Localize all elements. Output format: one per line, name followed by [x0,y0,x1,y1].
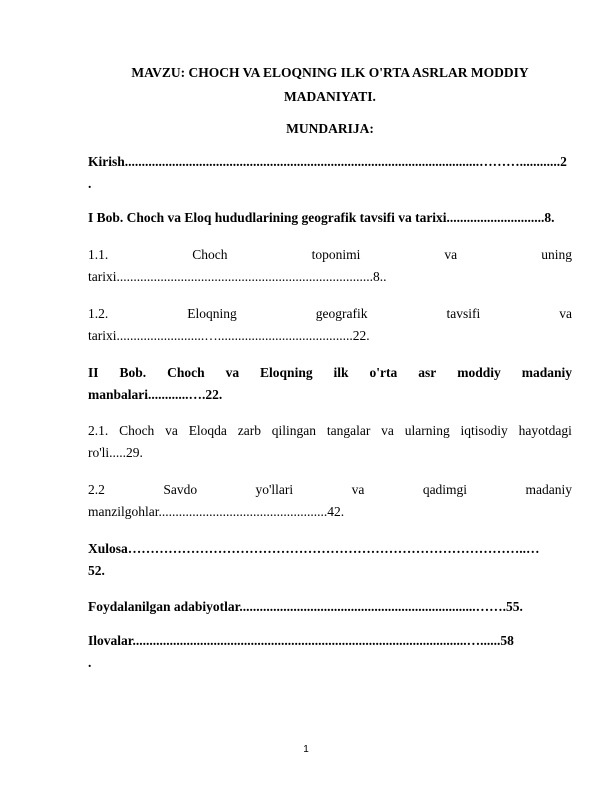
toc-word: zarb [237,423,261,438]
document-title-line1: MAVZU: CHOCH VA ELOQNING ILK O'RTA ASRLAR MODDIY [131,65,529,80]
toc-word: uning [541,247,572,262]
toc-word: tangalar [326,423,371,438]
toc-word: ilk [333,365,349,380]
toc-word: II [88,365,99,380]
toc-entry-2-2 [88,483,572,497]
page-number: 1 [303,744,309,755]
toc-word: tavsifi [446,306,481,321]
toc-word: 1.1. [88,247,109,262]
toc-word: ularning [404,423,450,438]
toc-entry-xulosa: Xulosa……………………………………………………………………………..… [88,542,540,556]
toc-entry-bob2 [88,366,572,380]
toc-entry-bob2-cont: manbalari............….22. [88,387,223,402]
toc-entry-2-2-cont: manzilgohlar..................................................42. [88,504,345,519]
toc-word: hayotdagi [518,423,572,438]
toc-entry-kirish: Kirish.........................................................................................................………............2 [88,155,567,169]
toc-word: 2.2 [88,482,105,497]
toc-word: va [444,247,458,262]
toc-word: Eloqning [260,365,313,380]
toc-word: asr [418,365,437,380]
toc-entry-2-1 [88,424,572,438]
toc-word: Eloqning [187,306,237,321]
toc-word: moddiy [457,365,501,380]
document-title-line2: MADANIYATI. [284,89,376,104]
toc-entry-2-1-cont: ro'li.....29. [88,445,143,460]
toc-entry-ilovalar: Ilovalar...................................................................................................…......58 [88,634,514,648]
toc-word: Choch [192,247,228,262]
toc-entry-kirish-cont: . [88,176,92,191]
toc-word: Choch [167,365,205,380]
toc-entry-1-1 [88,248,572,262]
toc-entry-ilovalar-cont: . [88,655,92,670]
contents-heading: MUNDARIJA: [286,121,374,136]
toc-word: o'rta [369,365,398,380]
toc-entry-1-2-cont: tarixi..........................…........................................22. [88,328,370,343]
toc-word: madaniy [521,365,572,380]
toc-word: qadimgi [422,482,468,497]
toc-entry-1-2 [88,307,572,321]
toc-word: va [165,423,178,438]
toc-entry-adabiyotlar: Foydalanilgan adabiyotlar......................................................................…….55. [88,600,523,614]
toc-word: va [559,306,572,321]
toc-word: madaniy [525,482,572,497]
toc-word: yo'llari [255,482,294,497]
toc-word: va [225,365,240,380]
toc-word: Choch [119,423,155,438]
toc-word: 2.1. [88,423,109,438]
toc-entry-xulosa-cont: 52. [88,563,105,578]
toc-word: iqtisodiy [460,423,508,438]
toc-entry-bob1: I Bob. Choch va Eloq hududlarining geografik tavsifi va tarixi.............................8. [88,211,555,225]
toc-word: 1.2. [88,306,109,321]
toc-word: va [351,482,365,497]
toc-word: qilingan [271,423,317,438]
toc-entry-1-1-cont: tarixi............................................................................8.. [88,269,387,284]
toc-word: Eloqda [188,423,227,438]
toc-word: Savdo [163,482,198,497]
toc-word: toponimi [311,247,361,262]
toc-word: geografik [315,306,368,321]
toc-word: va [381,423,394,438]
toc-word: Bob. [119,365,147,380]
